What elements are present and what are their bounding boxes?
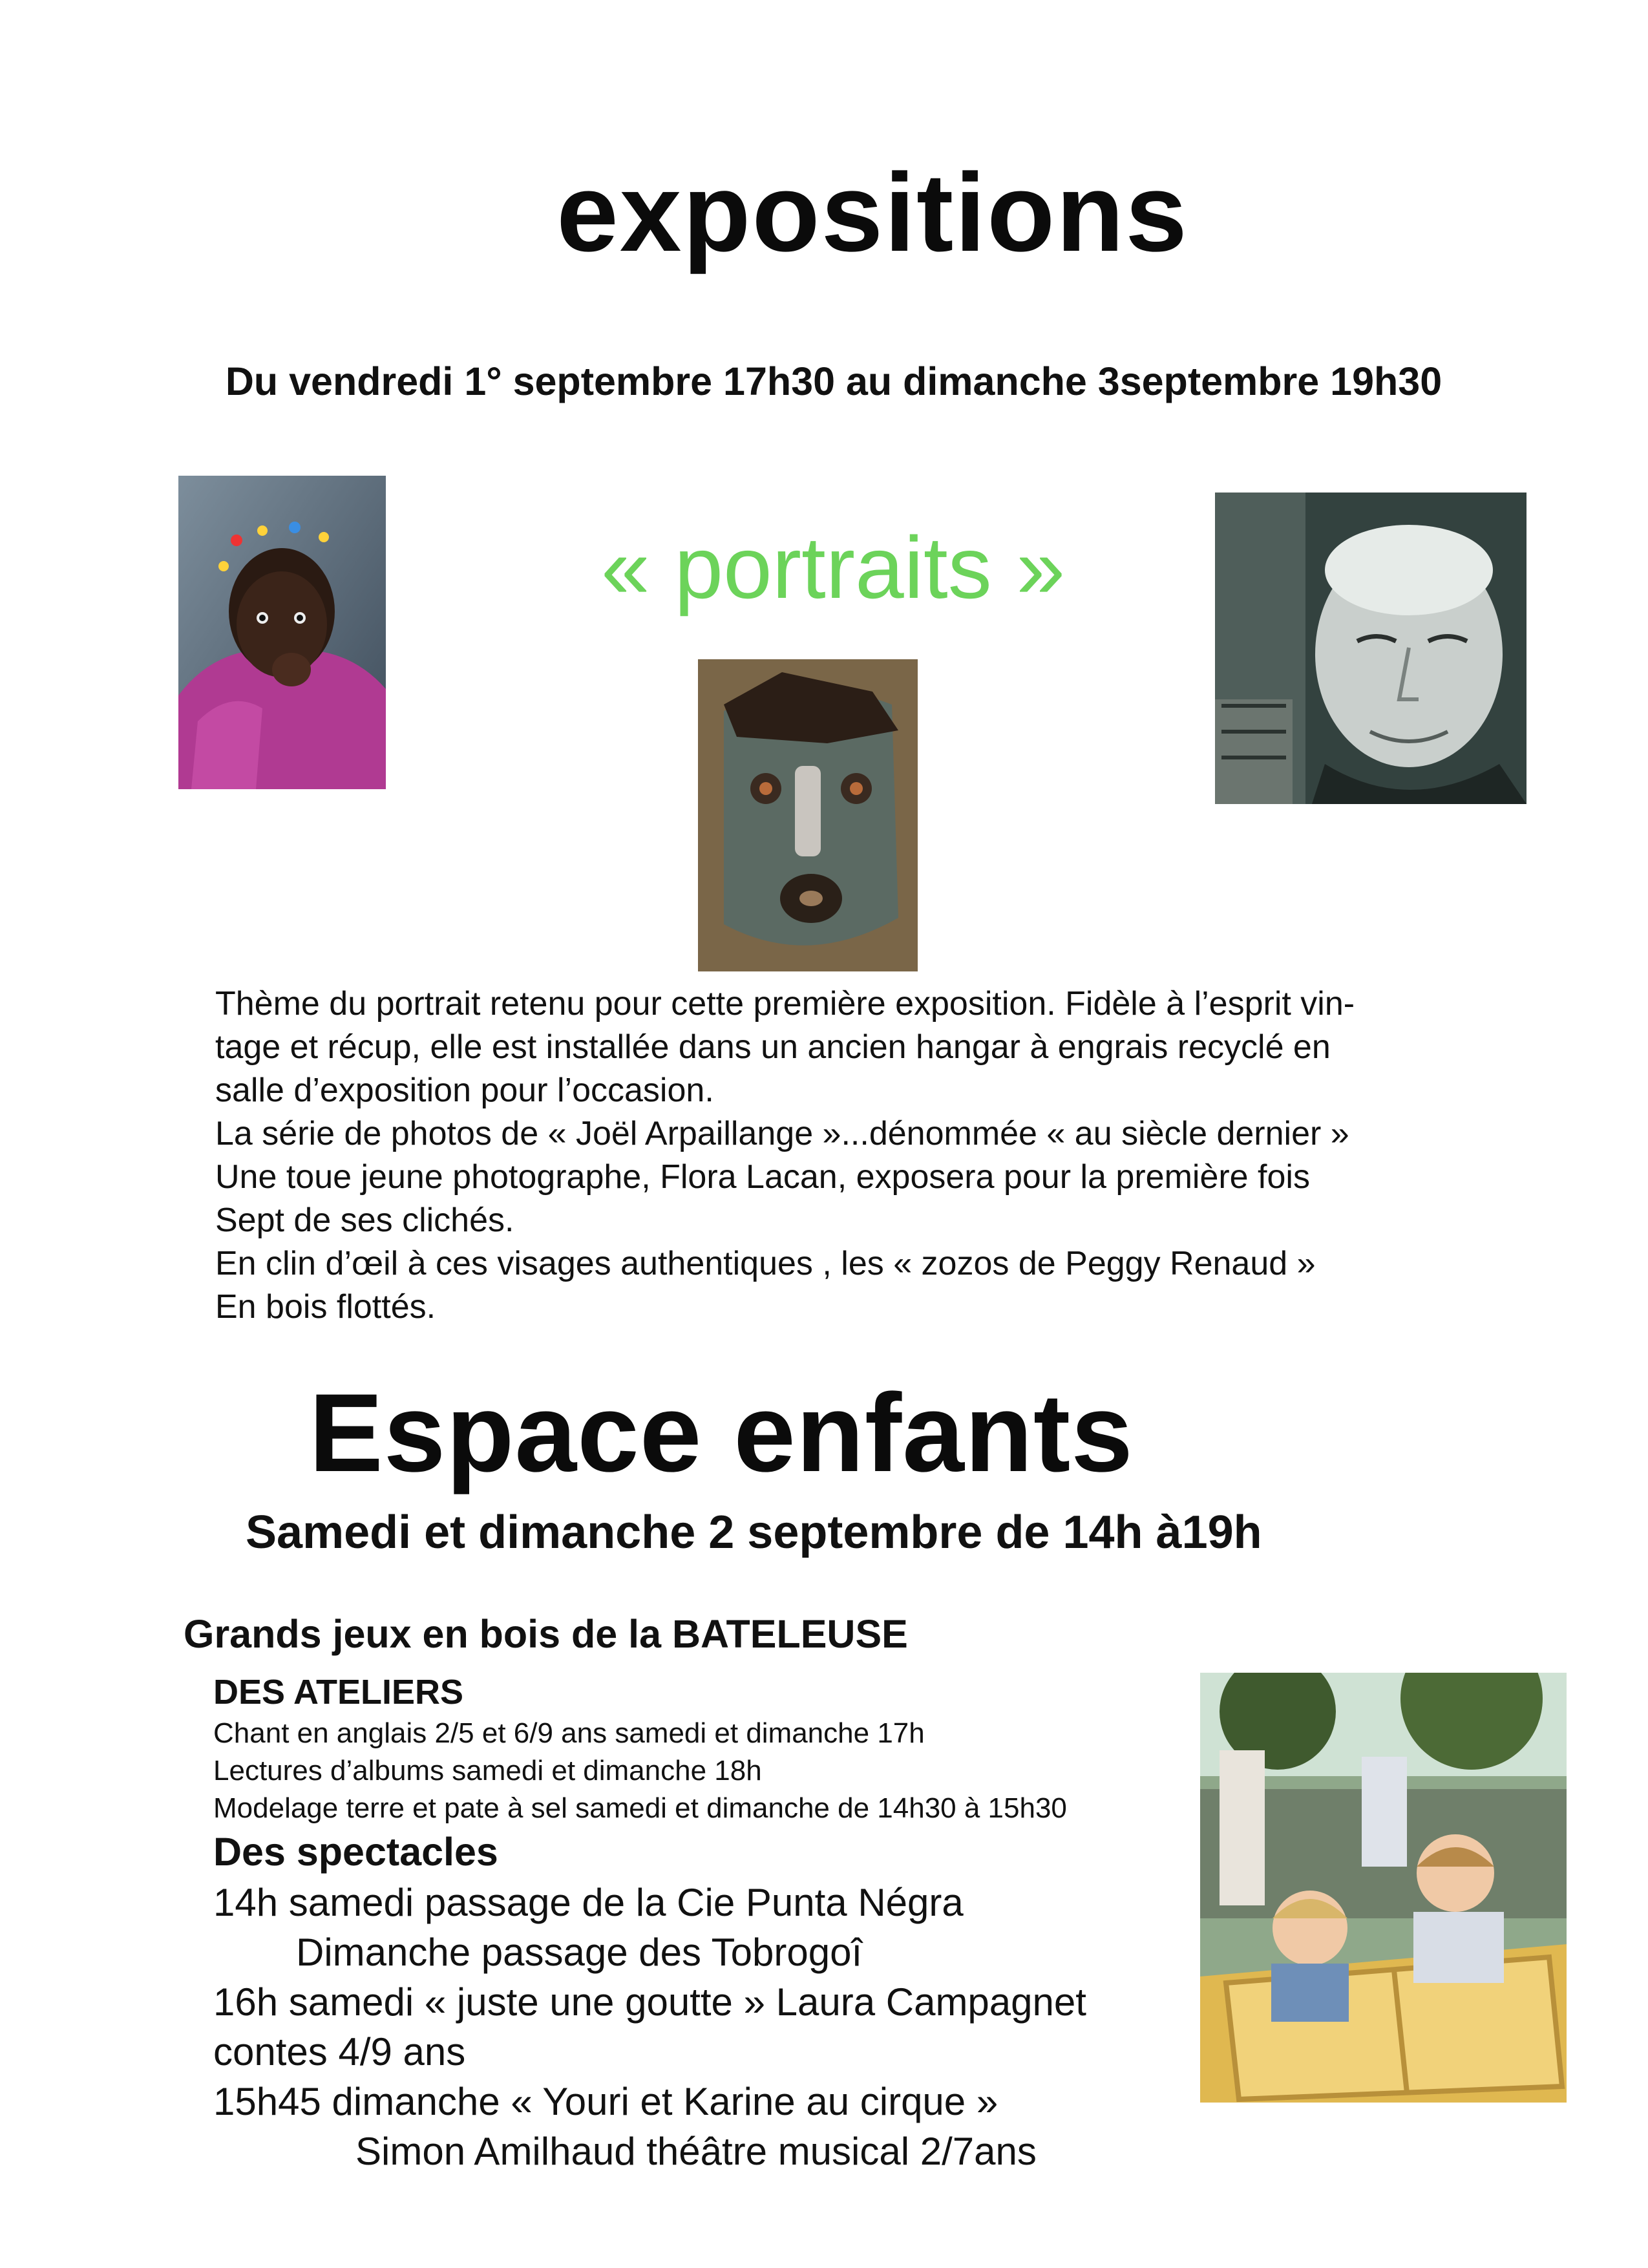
espace-enfants-dates: Samedi et dimanche 2 septembre de 14h à19h xyxy=(246,1507,1262,1558)
list-item: Chant en anglais 2/5 et 6/9 ans samedi et dimanche 17h xyxy=(213,1717,925,1749)
description-line: Une toue jeune photographe, Flora Lacan, exposera pour la première fois xyxy=(215,1158,1310,1196)
spectacles-list xyxy=(213,1878,1086,2176)
exposition-dates: Du vendredi 1° septembre 17h30 au dimanche 3septembre 19h30 xyxy=(225,359,1442,403)
portraits-description xyxy=(215,982,1495,1329)
ateliers-heading: DES ATELIERS xyxy=(213,1673,464,1712)
description-line: En bois flottés. xyxy=(215,1288,436,1326)
photo-old-man xyxy=(1215,493,1527,804)
description-line: salle d’exposition pour l’occasion. xyxy=(215,1072,714,1109)
list-item: Simon Amilhaud théâtre musical 2/7ans xyxy=(355,2130,1037,2173)
description-line: La série de photos de « Joël Arpaillange »...dénommée « au siècle dernier » xyxy=(215,1115,1349,1152)
ateliers-list xyxy=(213,1715,1067,1827)
photo-driftwood-face xyxy=(698,659,918,971)
espace-enfants-title: Espace enfants xyxy=(309,1371,1134,1495)
description-line: Sept de ses clichés. xyxy=(215,1202,514,1239)
list-item: Dimanche passage des Tobrogoî xyxy=(296,1931,863,1974)
description-line: tage et récup, elle est installée dans un ancien hangar à engrais recyclé en xyxy=(215,1028,1331,1066)
list-item: Lectures d’albums samedi et dimanche 18h xyxy=(213,1755,762,1786)
photo-girl xyxy=(178,476,386,789)
photo-children-wooden-game xyxy=(1200,1673,1567,2103)
list-item: 14h samedi passage de la Cie Punta Négra xyxy=(213,1881,964,1924)
description-line: En clin d’œil à ces visages authentiques , les « zozos de Peggy Renaud » xyxy=(215,1245,1316,1282)
list-item: Modelage terre et pate à sel samedi et dimanche de 14h30 à 15h30 xyxy=(213,1792,1067,1824)
grands-jeux-heading: Grands jeux en bois de la BATELEUSE xyxy=(184,1612,908,1656)
list-item: contes 4/9 ans xyxy=(213,2030,466,2073)
portraits-title: « portraits » xyxy=(601,518,1066,617)
page-title: expositions xyxy=(556,151,1188,275)
list-item: 16h samedi « juste une goutte » Laura Campagnet xyxy=(213,1980,1086,2024)
list-item: 15h45 dimanche « Youri et Karine au cirque » xyxy=(213,2080,998,2123)
description-line: Thème du portrait retenu pour cette première exposition. Fidèle à l’esprit vin- xyxy=(215,985,1355,1023)
spectacles-heading: Des spectacles xyxy=(213,1830,498,1874)
